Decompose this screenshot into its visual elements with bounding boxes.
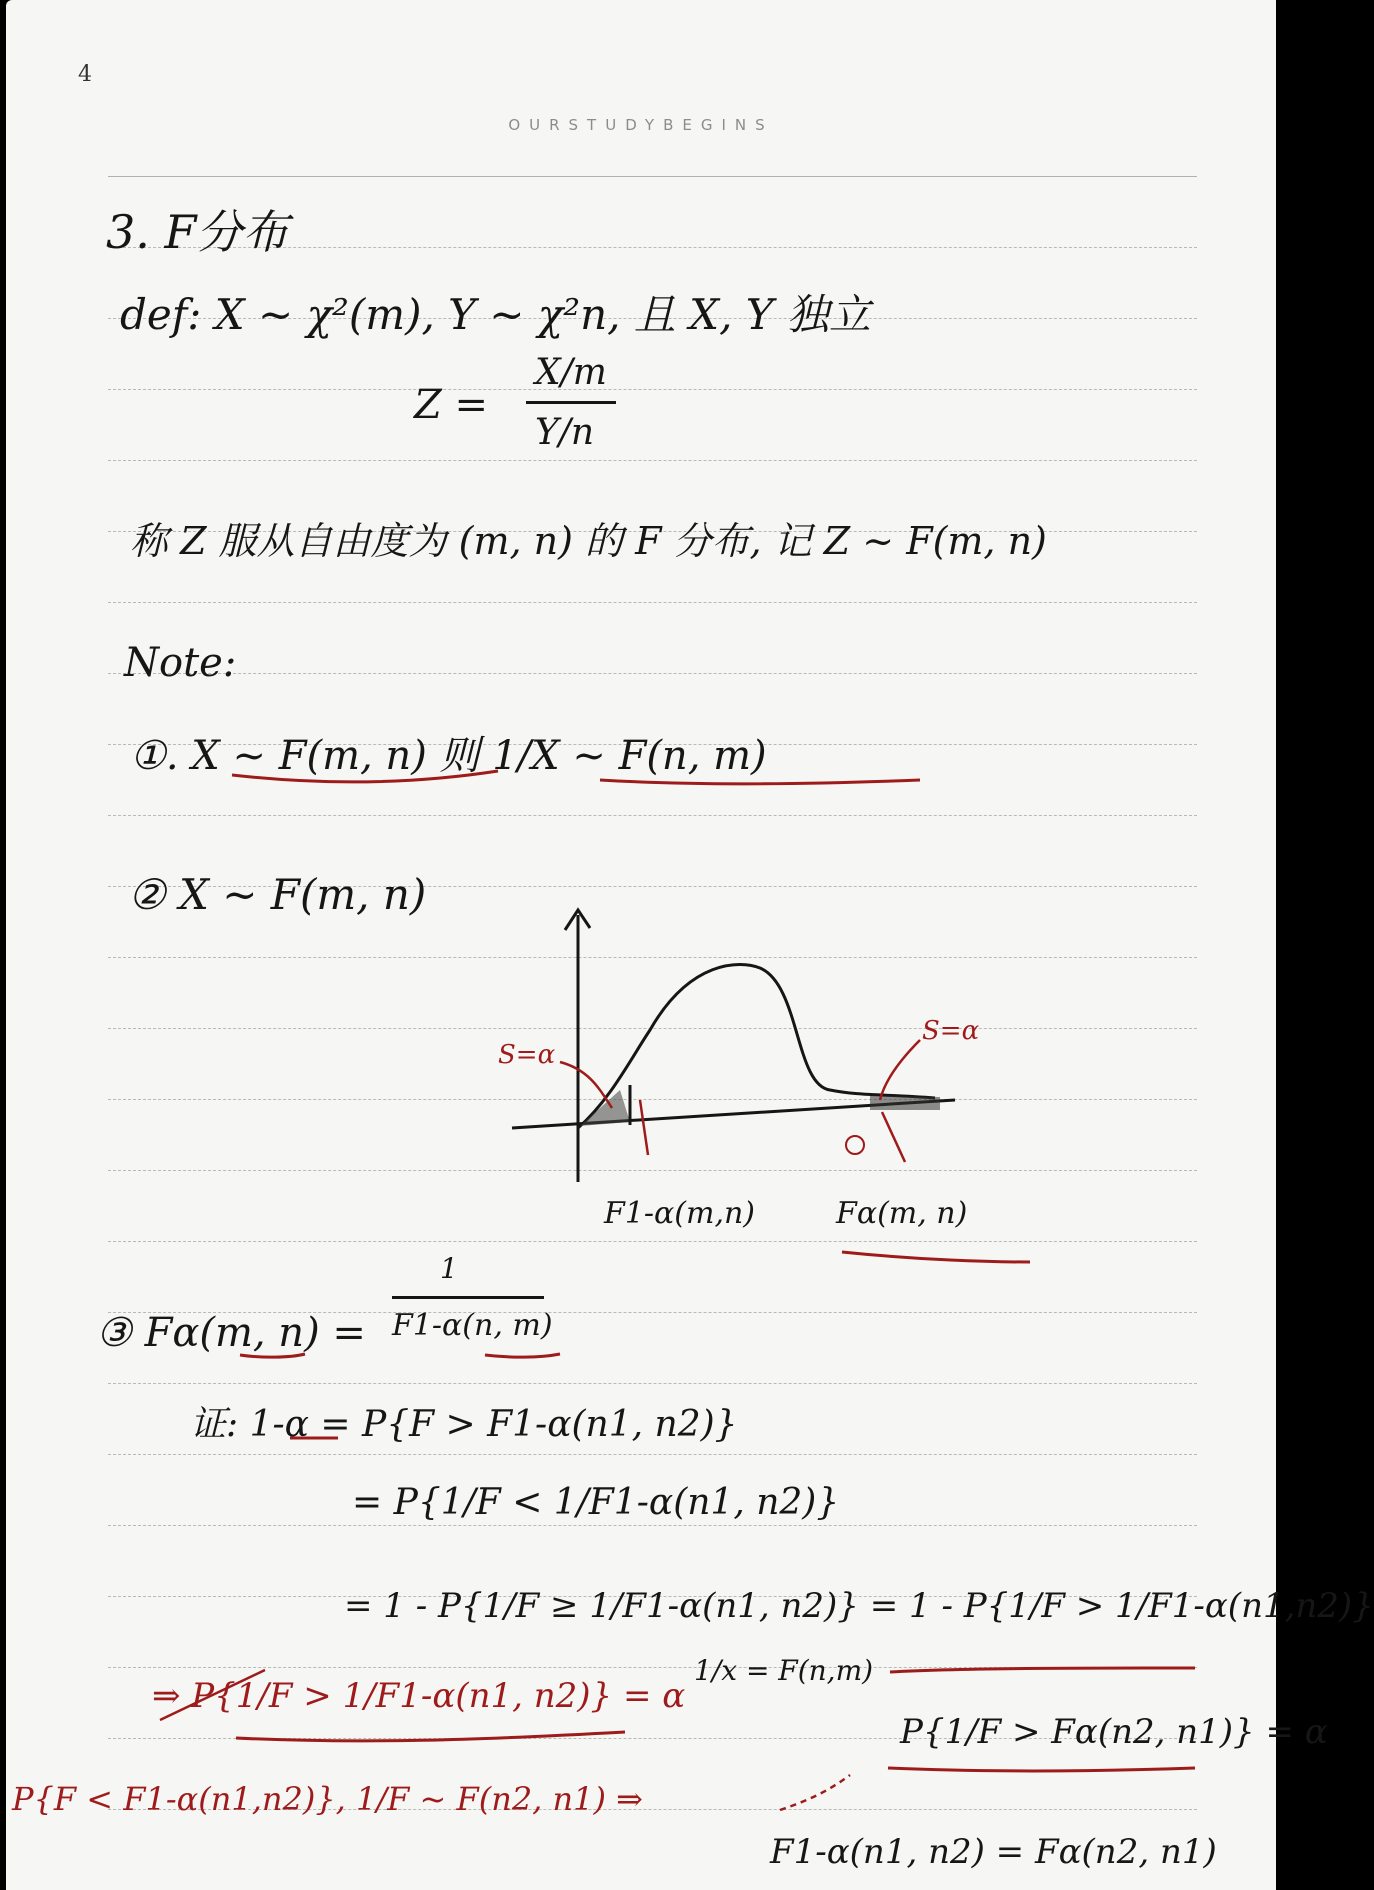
right-area-arrow — [880, 1040, 920, 1100]
right-area-label: S=α — [922, 1016, 980, 1046]
formula-numerator: X/m — [535, 352, 607, 393]
note-title: Note: — [124, 640, 237, 686]
right-quantile-arrow — [882, 1112, 905, 1162]
note1-underline-right — [600, 780, 920, 784]
bottom-conclusion: F1-α(n1, n2) = Fα(n2, n1) — [770, 1832, 1217, 1872]
right-quantile-mark — [846, 1136, 864, 1154]
note1-underline-left — [232, 771, 498, 782]
section-heading: 3. F分布 — [106, 205, 289, 259]
proof-line-1: 证: 1-α = P{F > F1-α(n1, n2)} — [190, 1404, 738, 1445]
derive1-underline — [236, 1732, 625, 1741]
conclusion-arrow — [780, 1775, 850, 1810]
left-area-label: S=α — [498, 1040, 556, 1070]
derive2-underline — [888, 1768, 1195, 1771]
note3-lhs: ③ Fα(m, n) = — [96, 1310, 366, 1356]
right-quantile-label: Fα(m, n) — [836, 1196, 968, 1231]
derive-mid-note: 1/x = F(n,m) — [694, 1654, 874, 1687]
page-number: 4 — [78, 62, 92, 87]
definition-line: def: X ~ χ²(m), Y ~ χ²n, 且 X, Y 独立 — [120, 290, 871, 339]
note3-numerator: 1 — [440, 1252, 458, 1285]
brand-header: OURSTUDYBEGINS — [508, 116, 774, 134]
derive-line-2: P{1/F > Fα(n2, n1)} = α — [900, 1712, 1328, 1752]
note3-fraction-bar — [392, 1296, 544, 1299]
proof-line-2: = P{1/F < 1/F1-α(n1, n2)} — [352, 1482, 840, 1523]
right-quantile-underline — [842, 1252, 1030, 1262]
note-1: ①. X ~ F(m, n) 则 1/X ~ F(n, m) — [130, 733, 767, 779]
note3-denominator: F1-α(n, m) — [392, 1308, 553, 1343]
bottom-left-note: P{F < F1-α(n1,n2)}, 1/F ~ F(n2, n1) ⇒ — [12, 1780, 643, 1818]
note-2: ② X ~ F(m, n) — [128, 870, 427, 919]
derive-line-1: ⇒ P{1/F > 1/F1-α(n1, n2)} = α — [152, 1676, 686, 1716]
formula-denominator: Y/n — [535, 412, 595, 453]
left-quantile-arrow — [640, 1100, 648, 1155]
left-quantile-label: F1-α(m,n) — [604, 1196, 756, 1231]
proof-line-3: = 1 - P{1/F ≥ 1/F1-α(n1, n2)} = 1 - P{1/F > 1/F1-α(n1,n2)} — [344, 1586, 1374, 1626]
definition-statement: 称 Z 服从自由度为 (m, n) 的 F 分布, 记 Z ~ F(m, n) — [130, 519, 1047, 563]
n-m-underline — [485, 1354, 560, 1357]
proof-underline — [890, 1668, 1195, 1672]
formula-lhs: Z = — [414, 382, 489, 428]
